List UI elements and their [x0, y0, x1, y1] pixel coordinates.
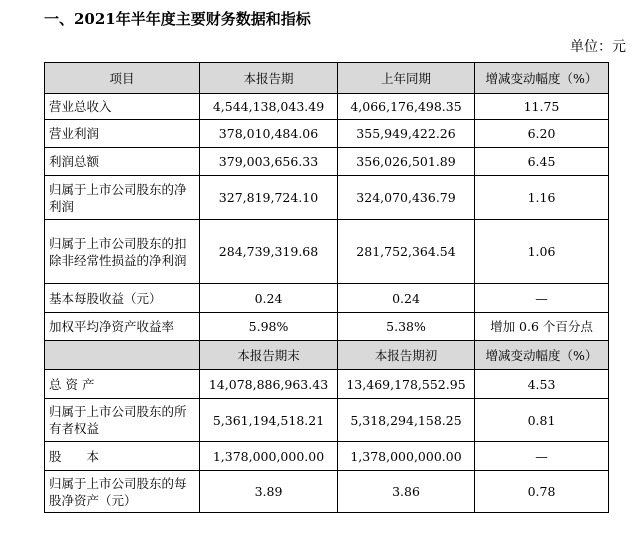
table-row [45, 176, 609, 220]
change-value: 1.16 [475, 176, 609, 220]
header-cell-blank [45, 341, 200, 370]
prior-value: 355,949,422.26 [338, 120, 475, 148]
current-value: 4,544,138,043.49 [200, 94, 338, 120]
table-row [45, 94, 609, 120]
row-label: 总 资 产 [45, 370, 200, 399]
prior-value: 4,066,176,498.35 [338, 94, 475, 120]
row-label: 利润总额 [45, 148, 200, 176]
row-label: 基本每股收益（元） [45, 284, 200, 313]
prior-value: 5.38% [338, 313, 475, 341]
current-value: 378,010,484.06 [200, 120, 338, 148]
change-value: 4.53 [475, 370, 609, 399]
row-label: 营业总收入 [45, 94, 200, 120]
prior-value: 324,070,436.79 [338, 176, 475, 220]
table-row [45, 148, 609, 176]
prior-value: 281,752,364.54 [338, 220, 475, 284]
prior-value: 356,026,501.89 [338, 148, 475, 176]
current-value: 5.98% [200, 313, 338, 341]
prior-value: 0.24 [338, 284, 475, 313]
change-value: 0.78 [475, 471, 609, 513]
prior-value: 13,469,178,552.95 [338, 370, 475, 399]
current-value: 327,819,724.10 [200, 176, 338, 220]
table-row [45, 399, 609, 442]
header-cell-current-period: 本报告期 [200, 63, 338, 94]
current-value: 379,003,656.33 [200, 148, 338, 176]
table-row [45, 442, 609, 471]
change-value: — [475, 284, 609, 313]
header-cell-change-pct: 增减变动幅度（%） [475, 341, 609, 370]
section-heading: 一、2021年半年度主要财务数据和指标 [44, 10, 311, 28]
current-value: 3.89 [200, 471, 338, 513]
prior-value: 1,378,000,000.00 [338, 442, 475, 471]
financial-data-table [44, 62, 609, 513]
row-label: 股 本 [45, 442, 200, 471]
row-label: 归属于上市公司股东的每股净资产（元） [45, 471, 200, 513]
header-cell-period-start: 本报告期初 [338, 341, 475, 370]
header-cell-item: 项目 [45, 63, 200, 94]
prior-value: 3.86 [338, 471, 475, 513]
row-label: 营业利润 [45, 120, 200, 148]
table-row [45, 120, 609, 148]
change-value: 6.45 [475, 148, 609, 176]
prior-value: 5,318,294,158.25 [338, 399, 475, 442]
table-row [45, 370, 609, 399]
current-value: 14,078,886,963.43 [200, 370, 338, 399]
current-value: 284,739,319.68 [200, 220, 338, 284]
table-row [45, 220, 609, 284]
current-value: 1,378,000,000.00 [200, 442, 338, 471]
change-value: 0.81 [475, 399, 609, 442]
change-value: 6.20 [475, 120, 609, 148]
row-label: 归属于上市公司股东的扣除非经常性损益的净利润 [45, 220, 200, 284]
header-cell-period-end: 本报告期末 [200, 341, 338, 370]
current-value: 0.24 [200, 284, 338, 313]
table-row [45, 313, 609, 341]
table-subheader-row [45, 341, 609, 370]
table-header-row [45, 63, 609, 94]
table-row [45, 471, 609, 513]
header-cell-prior-period: 上年同期 [338, 63, 475, 94]
unit-label: 单位：元 [570, 39, 626, 55]
row-label: 归属于上市公司股东的净利润 [45, 176, 200, 220]
current-value: 5,361,194,518.21 [200, 399, 338, 442]
table-row [45, 284, 609, 313]
change-value: 1.06 [475, 220, 609, 284]
header-cell-change-pct: 增减变动幅度（%） [475, 63, 609, 94]
change-value: — [475, 442, 609, 471]
change-value: 增加 0.6 个百分点 [475, 313, 609, 341]
row-label: 加权平均净资产收益率 [45, 313, 200, 341]
change-value: 11.75 [475, 94, 609, 120]
row-label: 归属于上市公司股东的所有者权益 [45, 399, 200, 442]
